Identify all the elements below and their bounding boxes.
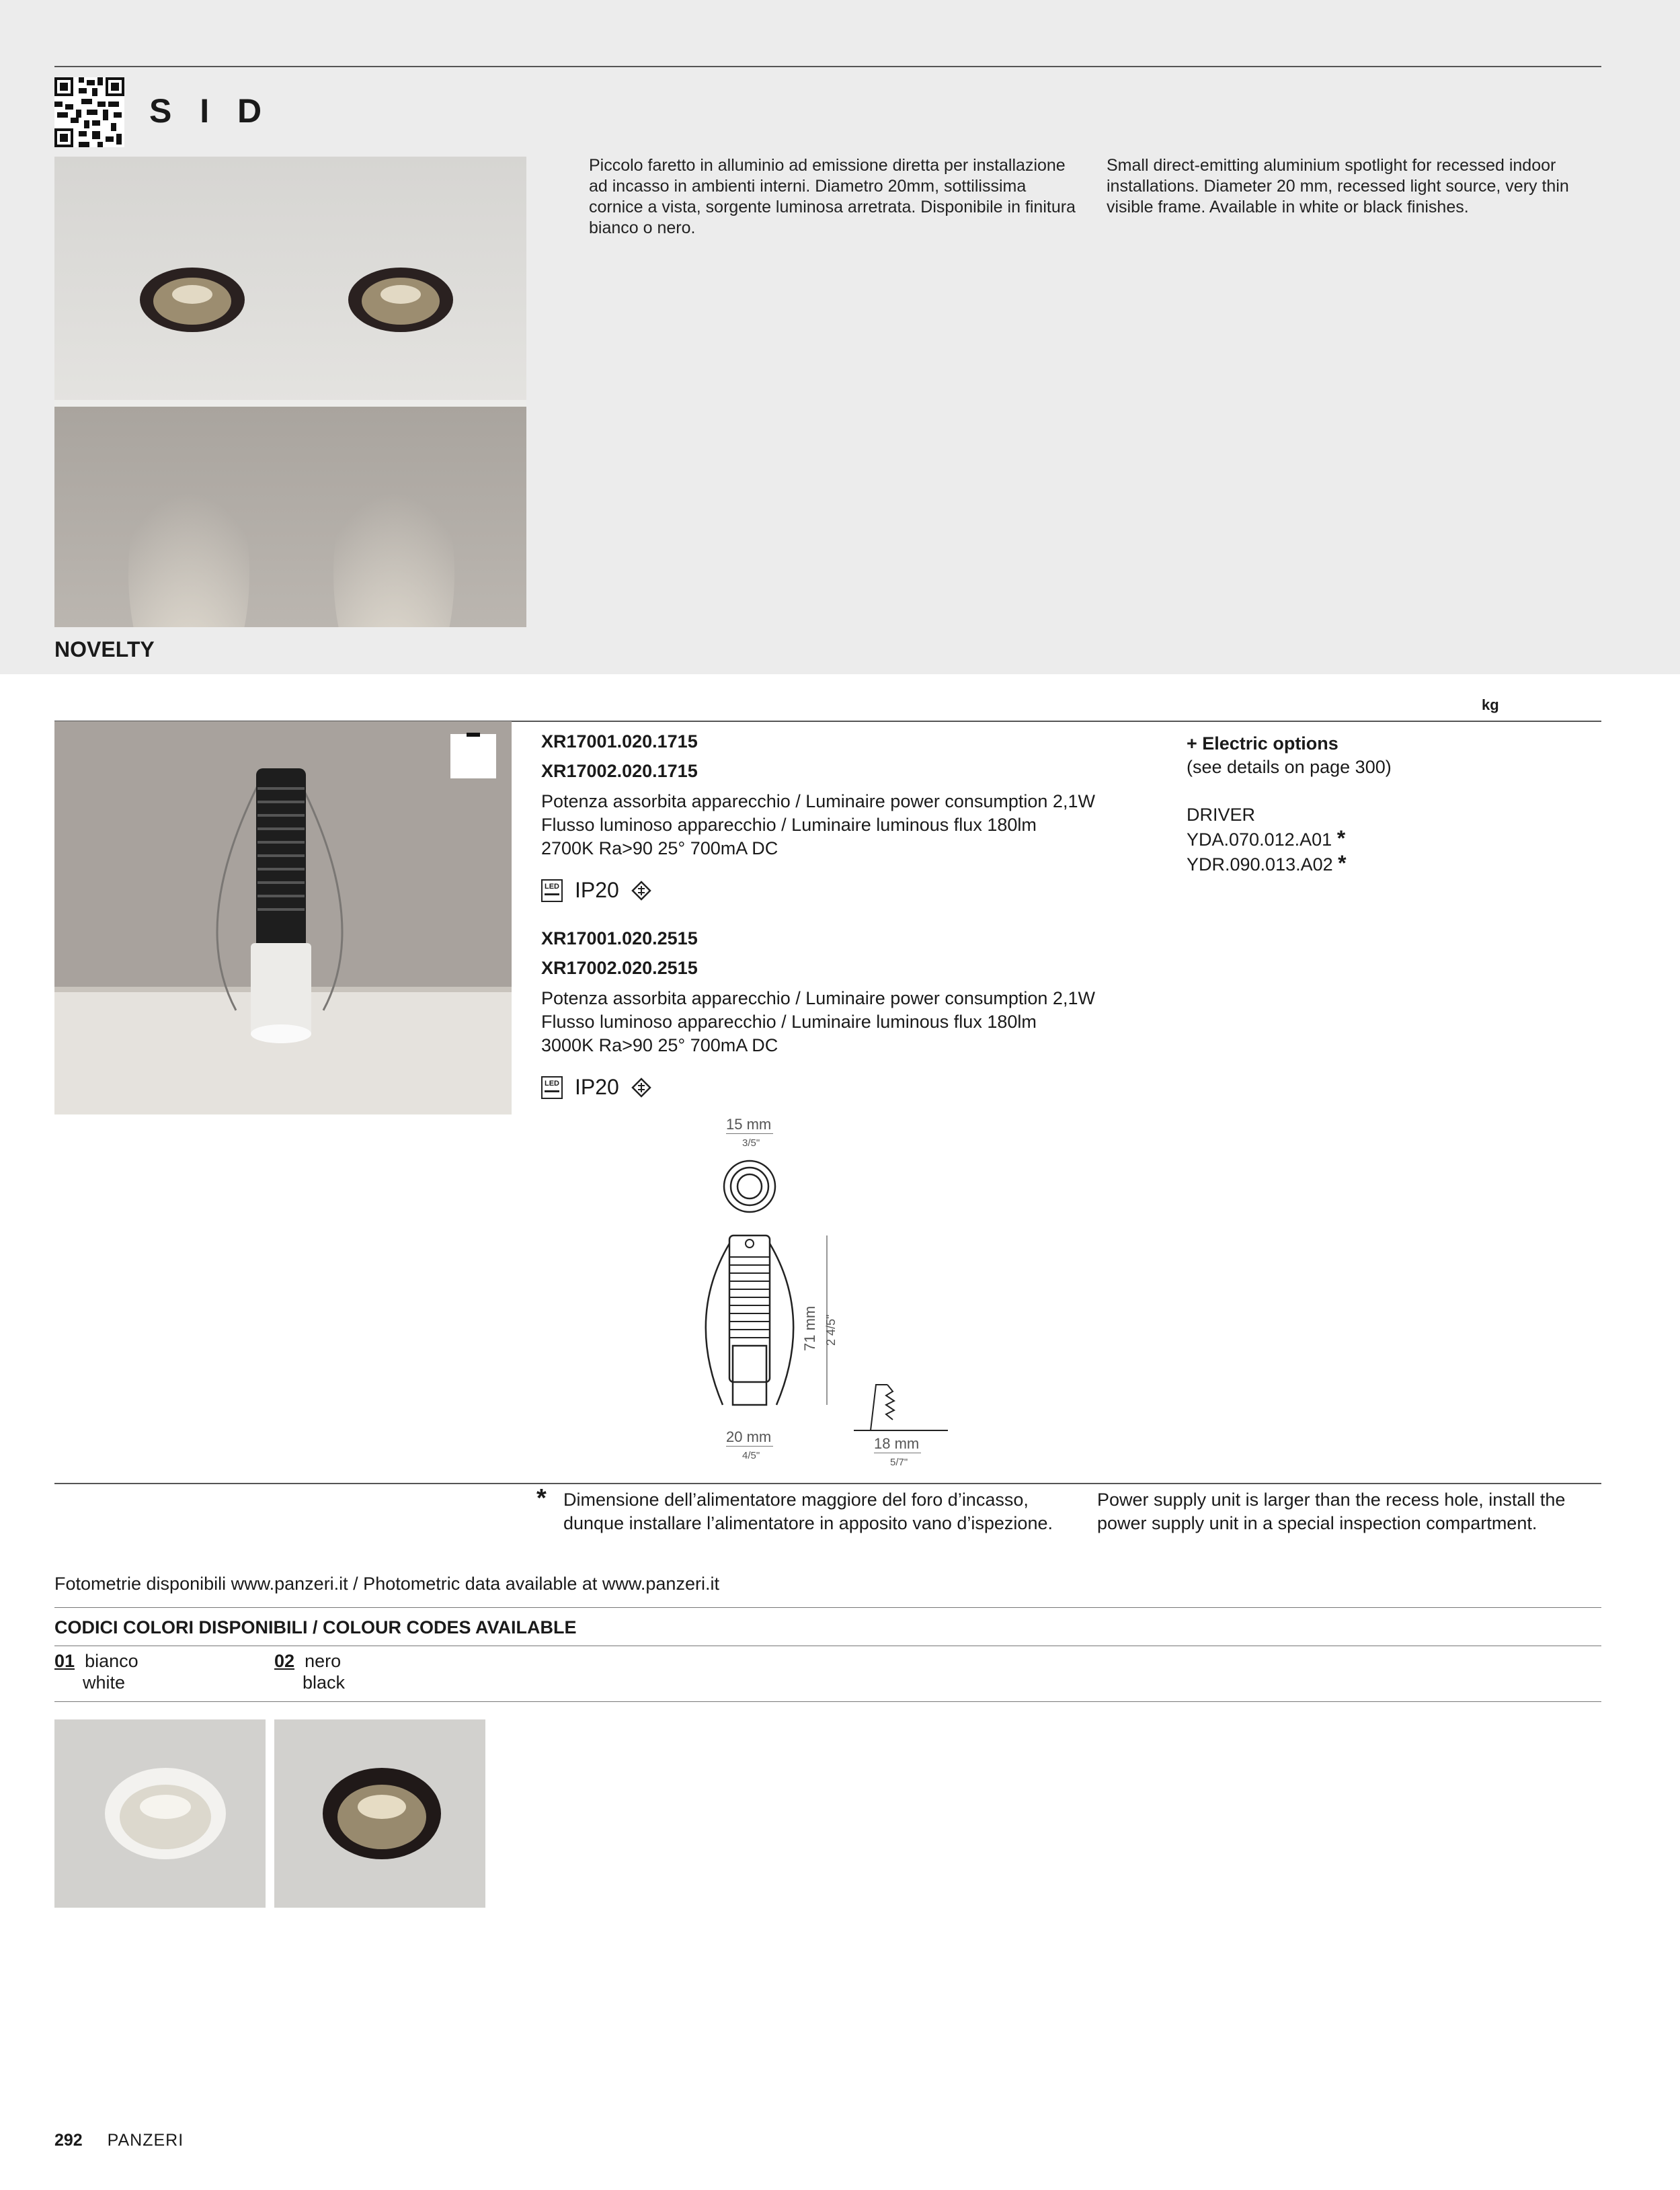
height-dim-label: 71 mm bbox=[801, 1305, 818, 1351]
led-icon: LED bbox=[541, 879, 563, 902]
colour-codes-title: CODICI COLORI DISPONIBILI / COLOUR CODES AVAILABLE bbox=[54, 1617, 577, 1637]
variant-spec: Flusso luminoso apparecchio / Luminaire luminous flux 180lm bbox=[541, 815, 1037, 835]
ip-rating: IP20 bbox=[575, 1075, 619, 1099]
page-footer bbox=[54, 2131, 184, 2150]
class-iii-icon bbox=[631, 881, 651, 901]
photometrics-note: Fotometrie disponibili www.panzeri.it / Photometric data available at www.panzeri.it bbox=[54, 1574, 719, 1594]
top-dim-label: 15 mm bbox=[726, 1116, 772, 1133]
qr-code-icon bbox=[54, 77, 124, 147]
colour-item-black: 02 nero black bbox=[274, 1651, 346, 1693]
variant-code: XR17002.020.2515 bbox=[541, 958, 698, 978]
technical-drawing bbox=[692, 1156, 961, 1445]
footnote-it: Dimensione dell’alimentatore maggiore del foro d’incasso, dunque installare l’alimentatore in apposito vano d’ispezione. bbox=[563, 1490, 1053, 1533]
variant-1 bbox=[541, 729, 1095, 903]
led-icon: LED bbox=[541, 1076, 563, 1099]
novelty-label: NOVELTY bbox=[54, 637, 155, 661]
dim-line bbox=[726, 1446, 773, 1447]
colour-item-white: 01 bianco white bbox=[54, 1651, 138, 1693]
electric-options-subtitle: (see details on page 300) bbox=[1187, 757, 1392, 777]
star-icon: * bbox=[1336, 826, 1346, 850]
footnote-rule bbox=[54, 1483, 1601, 1484]
variant-code: XR17001.020.1715 bbox=[541, 731, 698, 752]
footnote-en: Power supply unit is larger than the recess hole, install the power supply unit in a special inspection compartment. bbox=[1097, 1490, 1566, 1533]
bottom-dim-frac: 4/5" bbox=[742, 1450, 760, 1461]
variant-code: XR17002.020.1715 bbox=[541, 761, 698, 781]
ip-row bbox=[541, 878, 1095, 903]
recess-dim-frac: 5/7" bbox=[890, 1457, 908, 1468]
recess-dim-label: 18 mm bbox=[874, 1435, 920, 1452]
description-it: Piccolo faretto in alluminio ad emissione diretta per installazione ad incasso in ambienti interni. Diametro 20mm, sottilissima cornice a vista, sorgente luminosa arretrata. Disponibile in finitura bianco o nero. bbox=[589, 156, 1076, 237]
star-icon: * bbox=[1338, 851, 1347, 875]
height-dim-frac: 2 4/5" bbox=[824, 1314, 838, 1346]
description-en: Small direct-emitting aluminium spotlight for recessed indoor installations. Diameter 20 mm, recessed light source, very thin visible frame. Available in white or black finishes. bbox=[1107, 156, 1569, 216]
top-rule bbox=[54, 66, 1601, 67]
variant-spec: Potenza assorbita apparecchio / Luminaire power consumption 2,1W bbox=[541, 988, 1095, 1008]
colour-rule bbox=[54, 1701, 1601, 1702]
product-photo bbox=[54, 721, 512, 1114]
colour-rule bbox=[54, 1607, 1601, 1608]
top-dim-frac: 3/5" bbox=[742, 1137, 760, 1149]
variant-spec: 2700K Ra>90 25° 700mA DC bbox=[541, 838, 778, 858]
electric-options-title: + Electric options bbox=[1187, 733, 1338, 754]
driver-item: YDA.070.012.A01 * bbox=[1187, 826, 1346, 850]
driver-label: DRIVER bbox=[1187, 805, 1256, 825]
page-number: 292 bbox=[54, 2131, 83, 2150]
variant-spec: 3000K Ra>90 25° 700mA DC bbox=[541, 1035, 778, 1055]
dim-line bbox=[726, 1133, 773, 1134]
variant-spec: Potenza assorbita apparecchio / Luminaire power consumption 2,1W bbox=[541, 791, 1095, 811]
recessed-ceiling-icon bbox=[449, 731, 497, 780]
hero-photo bbox=[54, 157, 526, 627]
electric-options bbox=[1187, 731, 1392, 877]
ip-row bbox=[541, 1075, 1095, 1100]
bottom-dim-label: 20 mm bbox=[726, 1428, 772, 1445]
weight-header: kg bbox=[1482, 696, 1499, 713]
variant-code: XR17001.020.2515 bbox=[541, 928, 698, 948]
product-title: S I D bbox=[149, 92, 272, 130]
white-finish-photo bbox=[54, 1719, 266, 1908]
star-icon: * bbox=[536, 1484, 547, 1512]
variant-spec: Flusso luminoso apparecchio / Luminaire luminous flux 180lm bbox=[541, 1012, 1037, 1032]
driver-item: YDR.090.013.A02 * bbox=[1187, 851, 1347, 875]
brand-name: PANZERI bbox=[107, 2131, 184, 2150]
class-iii-icon bbox=[631, 1078, 651, 1098]
ip-rating: IP20 bbox=[575, 878, 619, 902]
black-finish-photo bbox=[274, 1719, 485, 1908]
variant-2 bbox=[541, 926, 1095, 1100]
